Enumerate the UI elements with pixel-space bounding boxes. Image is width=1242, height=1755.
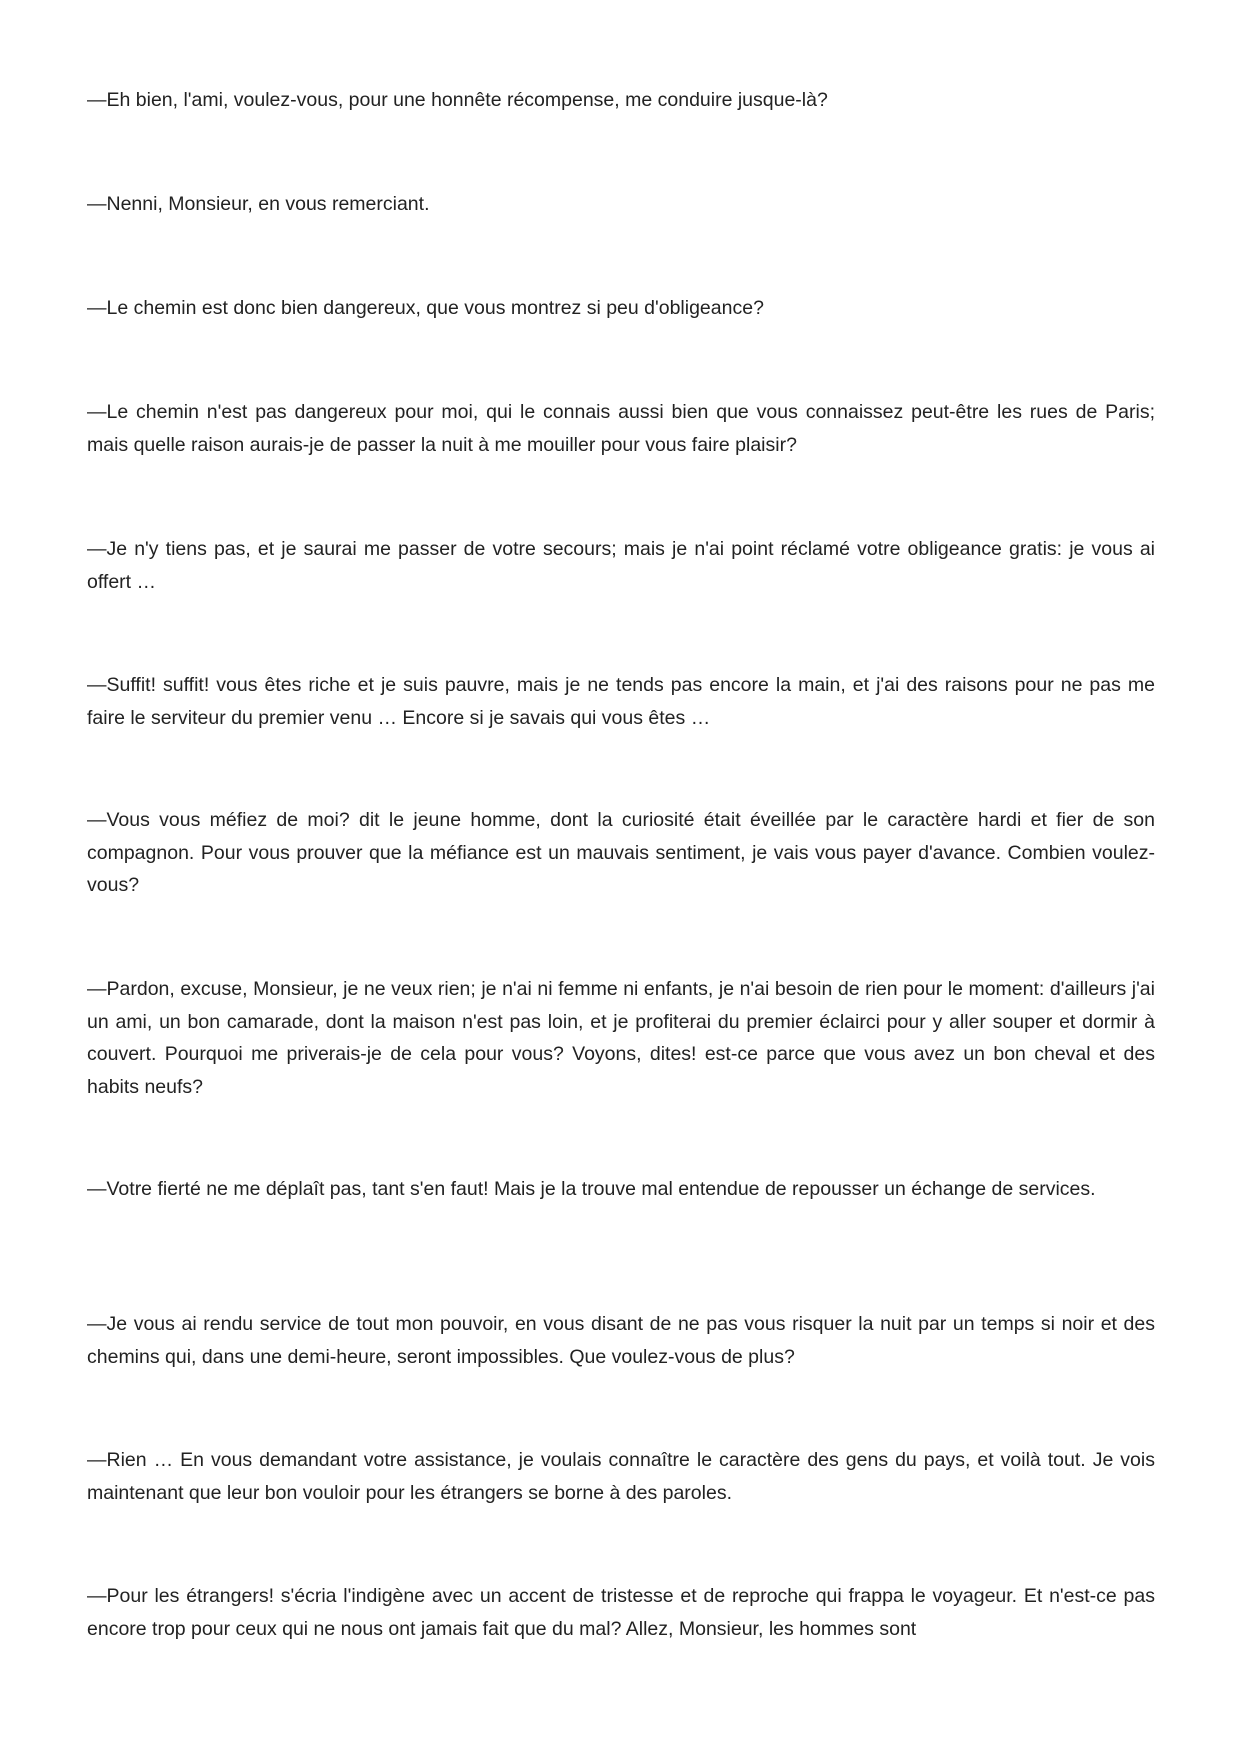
paragraph-9: —Votre fierté ne me déplaît pas, tant s'en faut! Mais je la trouve mal entendue de repousser un échange de services. <box>87 1178 1096 1200</box>
paragraph-12: —Pour les étrangers! s'écria l'indigène avec un accent de tristesse et de reproche qui frappa le voyageur. Et n'est-ce pas encore trop pour ceux qui ne nous ont jamais fait que du mal? Allez, Monsieur, les hommes sont <box>87 1585 1155 1640</box>
paragraph-4: —Le chemin n'est pas dangereux pour moi, qui le connais aussi bien que vous connaissez peut-être les rues de Paris; mais quelle raison aurais-je de passer la nuit à me mouiller pour vous faire plaisir? <box>87 401 1155 456</box>
paragraph-7: —Vous vous méfiez de moi? dit le jeune homme, dont la curiosité était éveillée par le caractère hardi et fier de son compagnon. Pour vous prouver que la méfiance est un mauvais sentiment, je vais vous payer d'avance. Combien voulez-vous? <box>87 809 1155 896</box>
paragraph-5: —Je n'y tiens pas, et je saurai me passer de votre secours; mais je n'ai point réclamé votre obligeance gratis: je vous ai offert … <box>87 538 1155 593</box>
paragraph-2: —Nenni, Monsieur, en vous remerciant. <box>87 193 430 215</box>
paragraph-6: —Suffit! suffit! vous êtes riche et je suis pauvre, mais je ne tends pas encore la main, et j'ai des raisons pour ne pas me faire le serviteur du premier venu … Encore si je savais qui vous êtes … <box>87 674 1155 729</box>
paragraph-3: —Le chemin est donc bien dangereux, que vous montrez si peu d'obligeance? <box>87 297 764 319</box>
document-page <box>87 0 1155 1755</box>
paragraph-8: —Pardon, excuse, Monsieur, je ne veux rien; je n'ai ni femme ni enfants, je n'ai besoin de rien pour le moment: d'ailleurs j'ai un ami, un bon camarade, dont la maison n'est pas loin, et je profiterai du premier éclairci pour y aller souper et dormir à couvert. Pourquoi me priverais-je de cela pour vous? Voyons, dites! est-ce parce que vous avez un bon cheval et des habits neufs? <box>87 978 1155 1098</box>
paragraph-11: —Rien … En vous demandant votre assistance, je voulais connaître le caractère des gens du pays, et voilà tout. Je vois maintenant que leur bon vouloir pour les étrangers se borne à des paroles. <box>87 1449 1155 1504</box>
paragraph-10: —Je vous ai rendu service de tout mon pouvoir, en vous disant de ne pas vous risquer la nuit par un temps si noir et des chemins qui, dans une demi-heure, seront impossibles. Que voulez-vous de plus? <box>87 1313 1155 1368</box>
paragraph-1: —Eh bien, l'ami, voulez-vous, pour une honnête récompense, me conduire jusque-là? <box>87 89 828 111</box>
